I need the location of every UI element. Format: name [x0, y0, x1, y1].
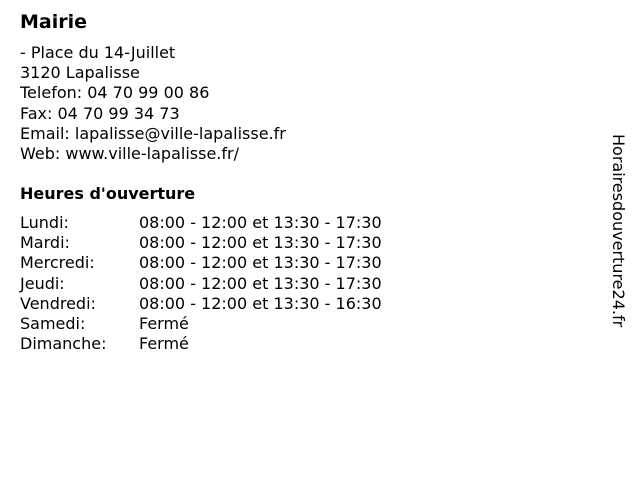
- site-watermark: Horairesdouverture24.fr: [609, 134, 628, 328]
- day-hours: 08:00 - 12:00 et 13:30 - 17:30: [139, 253, 382, 273]
- hours-row-wednesday: [20, 253, 382, 273]
- day-label: Mardi:: [20, 233, 70, 253]
- day-label: Dimanche:: [20, 334, 107, 354]
- address-block: [20, 43, 286, 164]
- web-line: [20, 144, 286, 164]
- day-hours: Fermé: [139, 314, 189, 334]
- email-link[interactable]: lapalisse@ville-lapalisse.fr: [74, 123, 286, 143]
- hours-row-saturday: [20, 314, 382, 334]
- opening-hours-heading: Heures d'ouverture: [20, 184, 196, 203]
- day-label: Lundi:: [20, 213, 69, 232]
- hours-row-monday: [20, 213, 382, 233]
- hours-row-tuesday: [20, 233, 382, 253]
- web-label: Web:: [20, 144, 61, 164]
- phone-line: [20, 83, 286, 103]
- phone-label: Telefon:: [20, 83, 83, 103]
- day-hours: Fermé: [139, 334, 189, 354]
- email-label: Email:: [20, 123, 70, 143]
- day-hours: 08:00 - 12:00 et 13:30 - 16:30: [139, 293, 382, 313]
- email-line: [20, 124, 286, 144]
- phone-number[interactable]: 04 70 99 00 86: [87, 83, 210, 103]
- city-line: 3120 Lapalisse: [20, 63, 140, 83]
- fax-line: [20, 104, 286, 124]
- day-hours: 08:00 - 12:00 et 13:30 - 17:30: [139, 273, 382, 293]
- day-label: Vendredi:: [20, 293, 96, 313]
- day-hours: 08:00 - 12:00 et 13:30 - 17:30: [139, 213, 382, 232]
- day-hours: 08:00 - 12:00 et 13:30 - 17:30: [139, 233, 382, 253]
- place-name: Mairie: [20, 11, 88, 33]
- day-label: Mercredi:: [20, 253, 95, 273]
- street-address: - Place du 14-Juillet: [20, 43, 176, 62]
- day-label: Jeudi:: [20, 273, 65, 293]
- fax-label: Fax:: [20, 103, 53, 123]
- fax-number: 04 70 99 34 73: [57, 103, 180, 123]
- hours-row-sunday: [20, 334, 382, 354]
- opening-hours-table: [20, 213, 382, 354]
- hours-row-thursday: [20, 274, 382, 294]
- website-link[interactable]: www.ville-lapalisse.fr/: [65, 144, 239, 164]
- hours-row-friday: [20, 294, 382, 314]
- day-label: Samedi:: [20, 314, 86, 334]
